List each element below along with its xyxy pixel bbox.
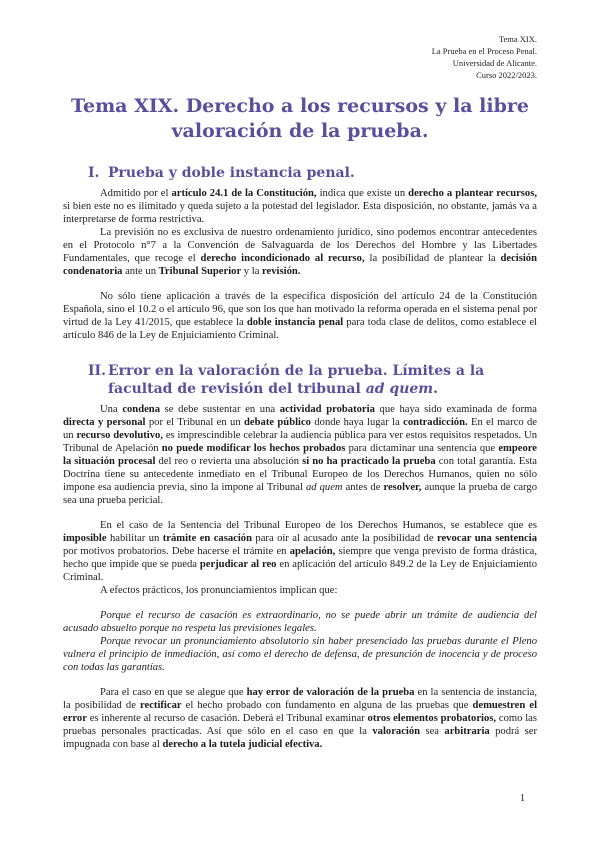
text-run: apelación,	[289, 546, 336, 557]
text-run: trámite en casación	[162, 533, 252, 544]
section-heading	[88, 164, 537, 182]
text-run: imposible	[63, 533, 107, 544]
page-number: 1	[520, 793, 525, 804]
text-run: A efectos prácticos, los pronunciamientos implican que:	[100, 585, 338, 596]
text-run: perjudicar al reo	[199, 559, 277, 570]
header-line: Tema XIX.	[498, 34, 537, 44]
paragraph	[63, 226, 537, 278]
text-run: con total garantía. Esta Doctrina tiene su antecedente inmediato en el Tribunal Europeo de los Derechos Humanos, quien no sólo impone esa audiencia previa, sino la impone al Tribunal	[63, 456, 537, 493]
header-line: Universidad de Alicante.	[452, 58, 537, 68]
text-run: Para el caso en que se alegue que	[100, 687, 247, 698]
blank-line	[63, 674, 537, 686]
text-run: el hecho probado con fundamento en alguna de las pruebas que	[181, 700, 473, 711]
text-run: derecho incondicionado al recurso,	[200, 253, 365, 264]
text-run: ante un	[122, 266, 159, 277]
text-run: En el caso de la Sentencia del Tribunal Europeo de los Derechos Humanos, se establece que es	[100, 520, 537, 531]
text-run: en la sentencia de instancia, la posibilidad de	[63, 687, 537, 711]
text-run: Una	[100, 404, 123, 415]
text-run: sea	[420, 726, 445, 737]
blank-line	[63, 751, 537, 763]
text-run: habilitar un	[106, 533, 163, 544]
text-run: Porque revocar un pronunciamiento absolutorio sin haber presenciado las pruebas durante el Pleno vulnera el principio de inmediación, así como el derecho de defensa, de presunción de inocencia y de proceso con todas las garantías.	[63, 636, 537, 673]
text-run: contradicción.	[403, 417, 468, 428]
paragraph	[63, 686, 537, 751]
text-run: por el Tribunal en un	[145, 417, 245, 428]
text-run: para oír al acusado ante la posibilidad de	[251, 533, 437, 544]
text-run: ad quem	[305, 482, 343, 493]
text-run: actividad probatoria	[279, 404, 375, 415]
blank-line	[63, 278, 537, 290]
text-run: ad quem	[365, 381, 434, 397]
text-run: siempre que venga previsto de forma drástica, hecho que impide que se pueda	[63, 546, 537, 570]
text-run: En el marco de un	[63, 417, 537, 441]
text-run: valoración	[372, 726, 421, 737]
text-run: revisión.	[262, 266, 301, 277]
header-line: La Prueba en el Proceso Penal.	[431, 46, 537, 56]
text-run: es inherente al recurso de casación. Deberá el Tribunal examinar	[86, 713, 368, 724]
text-run: y la	[241, 266, 263, 277]
text-run: hay error de valoración de la prueba	[246, 687, 415, 698]
text-run: La previsión no es exclusiva de nuestro ordenamiento jurídico, sino podemos encontrar antecedentes en el Protocolo n°7 a la Convención de Salvaguarda de los Derechos del Hombre y las Libertades Fundamentales, que recoge el	[63, 227, 537, 264]
text-run: Porque el recurso de casación es extraordinario, no se puede abrir un trámite de audiencia del acusado absuelto porque no respeta las previsiones legales.	[63, 610, 537, 634]
text-run: que haya sido examinada de forma	[374, 404, 537, 415]
document-body	[0, 164, 600, 763]
text-run: para dictaminar una sentencia que	[345, 443, 499, 454]
text-run: la posibilidad de plantear la	[364, 253, 501, 264]
paragraph	[63, 519, 537, 584]
text-run: recurso devolutivo,	[76, 430, 163, 441]
section-number: I.	[88, 165, 100, 181]
text-run: empeore la situación procesal	[63, 443, 537, 467]
text-run: es imprescindible celebrar la audiencia pública para ver estos requisitos respetados. Un Tribunal de Apelación	[63, 430, 538, 454]
header-line: Curso 2022/2023.	[476, 70, 537, 80]
paragraph	[63, 290, 537, 342]
text-run: para toda clase de delitos, como establece el artículo 846 de la Ley de Enjuiciamiento Criminal.	[63, 317, 537, 341]
page-footer	[520, 793, 525, 804]
text-run: antes de	[342, 482, 384, 493]
document-header	[432, 33, 537, 81]
paragraph	[63, 584, 537, 597]
text-run: derecho a plantear recursos,	[408, 188, 537, 199]
text-run: doble instancia penal	[246, 317, 344, 328]
paragraph	[63, 187, 537, 226]
section-heading-text	[108, 362, 537, 398]
paragraph	[63, 403, 537, 507]
text-run: .	[433, 381, 438, 397]
text-run: otros elementos probatorios,	[367, 713, 497, 724]
text-run: si no ha practicado la prueba	[302, 456, 436, 467]
text-run: artículo 24.1 de la Constitución,	[171, 188, 317, 199]
text-run: arbitraria	[444, 726, 490, 737]
text-run: del reo o revierta una absolución	[155, 456, 303, 467]
text-run: aunque la prueba de cargo sea una prueba pericial.	[63, 482, 537, 506]
text-run: indica que existe un	[316, 188, 409, 199]
text-run: Error en la valoración de la prueba. Límites a la facultad de revisión del tribunal	[108, 363, 485, 397]
text-run: No sólo tiene aplicación a través de la específica disposición del artículo 24 de la Constitución Española, sino el 10.2 o el artículo 96, que son los que han motivado la reforma operada en el sistema penal por virtud de la Ley 41/2015, que establece la	[63, 291, 537, 328]
section-heading-text	[108, 164, 537, 182]
text-run: Prueba y doble instancia penal.	[108, 165, 355, 181]
text-run: derecho a la tutela judicial efectiva.	[162, 739, 323, 750]
section-number: II.	[88, 363, 106, 379]
text-run: decisión condenatoria	[63, 253, 537, 277]
text-run: resolver,	[383, 482, 422, 493]
text-run: si bien este no es ilimitado y queda sujeto a la potestad del legislador. Esta disposición, no obstante, jamás va a interpretarse de forma restrictiva.	[63, 201, 537, 225]
text-run: por motivos probatorios. Debe hacerse el trámite en	[63, 546, 290, 557]
quote-paragraph	[63, 635, 537, 674]
text-run: debate público	[244, 417, 311, 428]
text-run: Admitido por el	[100, 188, 172, 199]
text-run: se debe sustentar en una	[160, 404, 280, 415]
text-run: demuestren el error	[63, 700, 538, 724]
text-run: no puede modificar los hechos probados	[161, 443, 346, 454]
text-run: como las pruebas personales practicadas. Así que sólo en el caso en que la	[63, 713, 537, 737]
section-heading	[88, 362, 537, 398]
blank-line	[63, 507, 537, 519]
text-run: condena	[122, 404, 160, 415]
text-run: podrá ser impugnada con base al	[63, 726, 537, 750]
text-run: rectificar	[140, 700, 182, 711]
text-run: Tribunal Superior	[158, 266, 242, 277]
blank-line	[63, 597, 537, 609]
text-run: revocar una sentencia	[436, 533, 538, 544]
page-title: Tema XIX. Derecho a los recursos y la libre valoración de la prueba.	[71, 95, 529, 142]
text-run: directa y personal	[63, 417, 146, 428]
quote-paragraph	[63, 609, 537, 635]
text-run: donde haya lugar la	[310, 417, 404, 428]
text-run: en aplicación del artículo 849.2 de la Ley de Enjuiciamiento Criminal.	[63, 559, 538, 583]
